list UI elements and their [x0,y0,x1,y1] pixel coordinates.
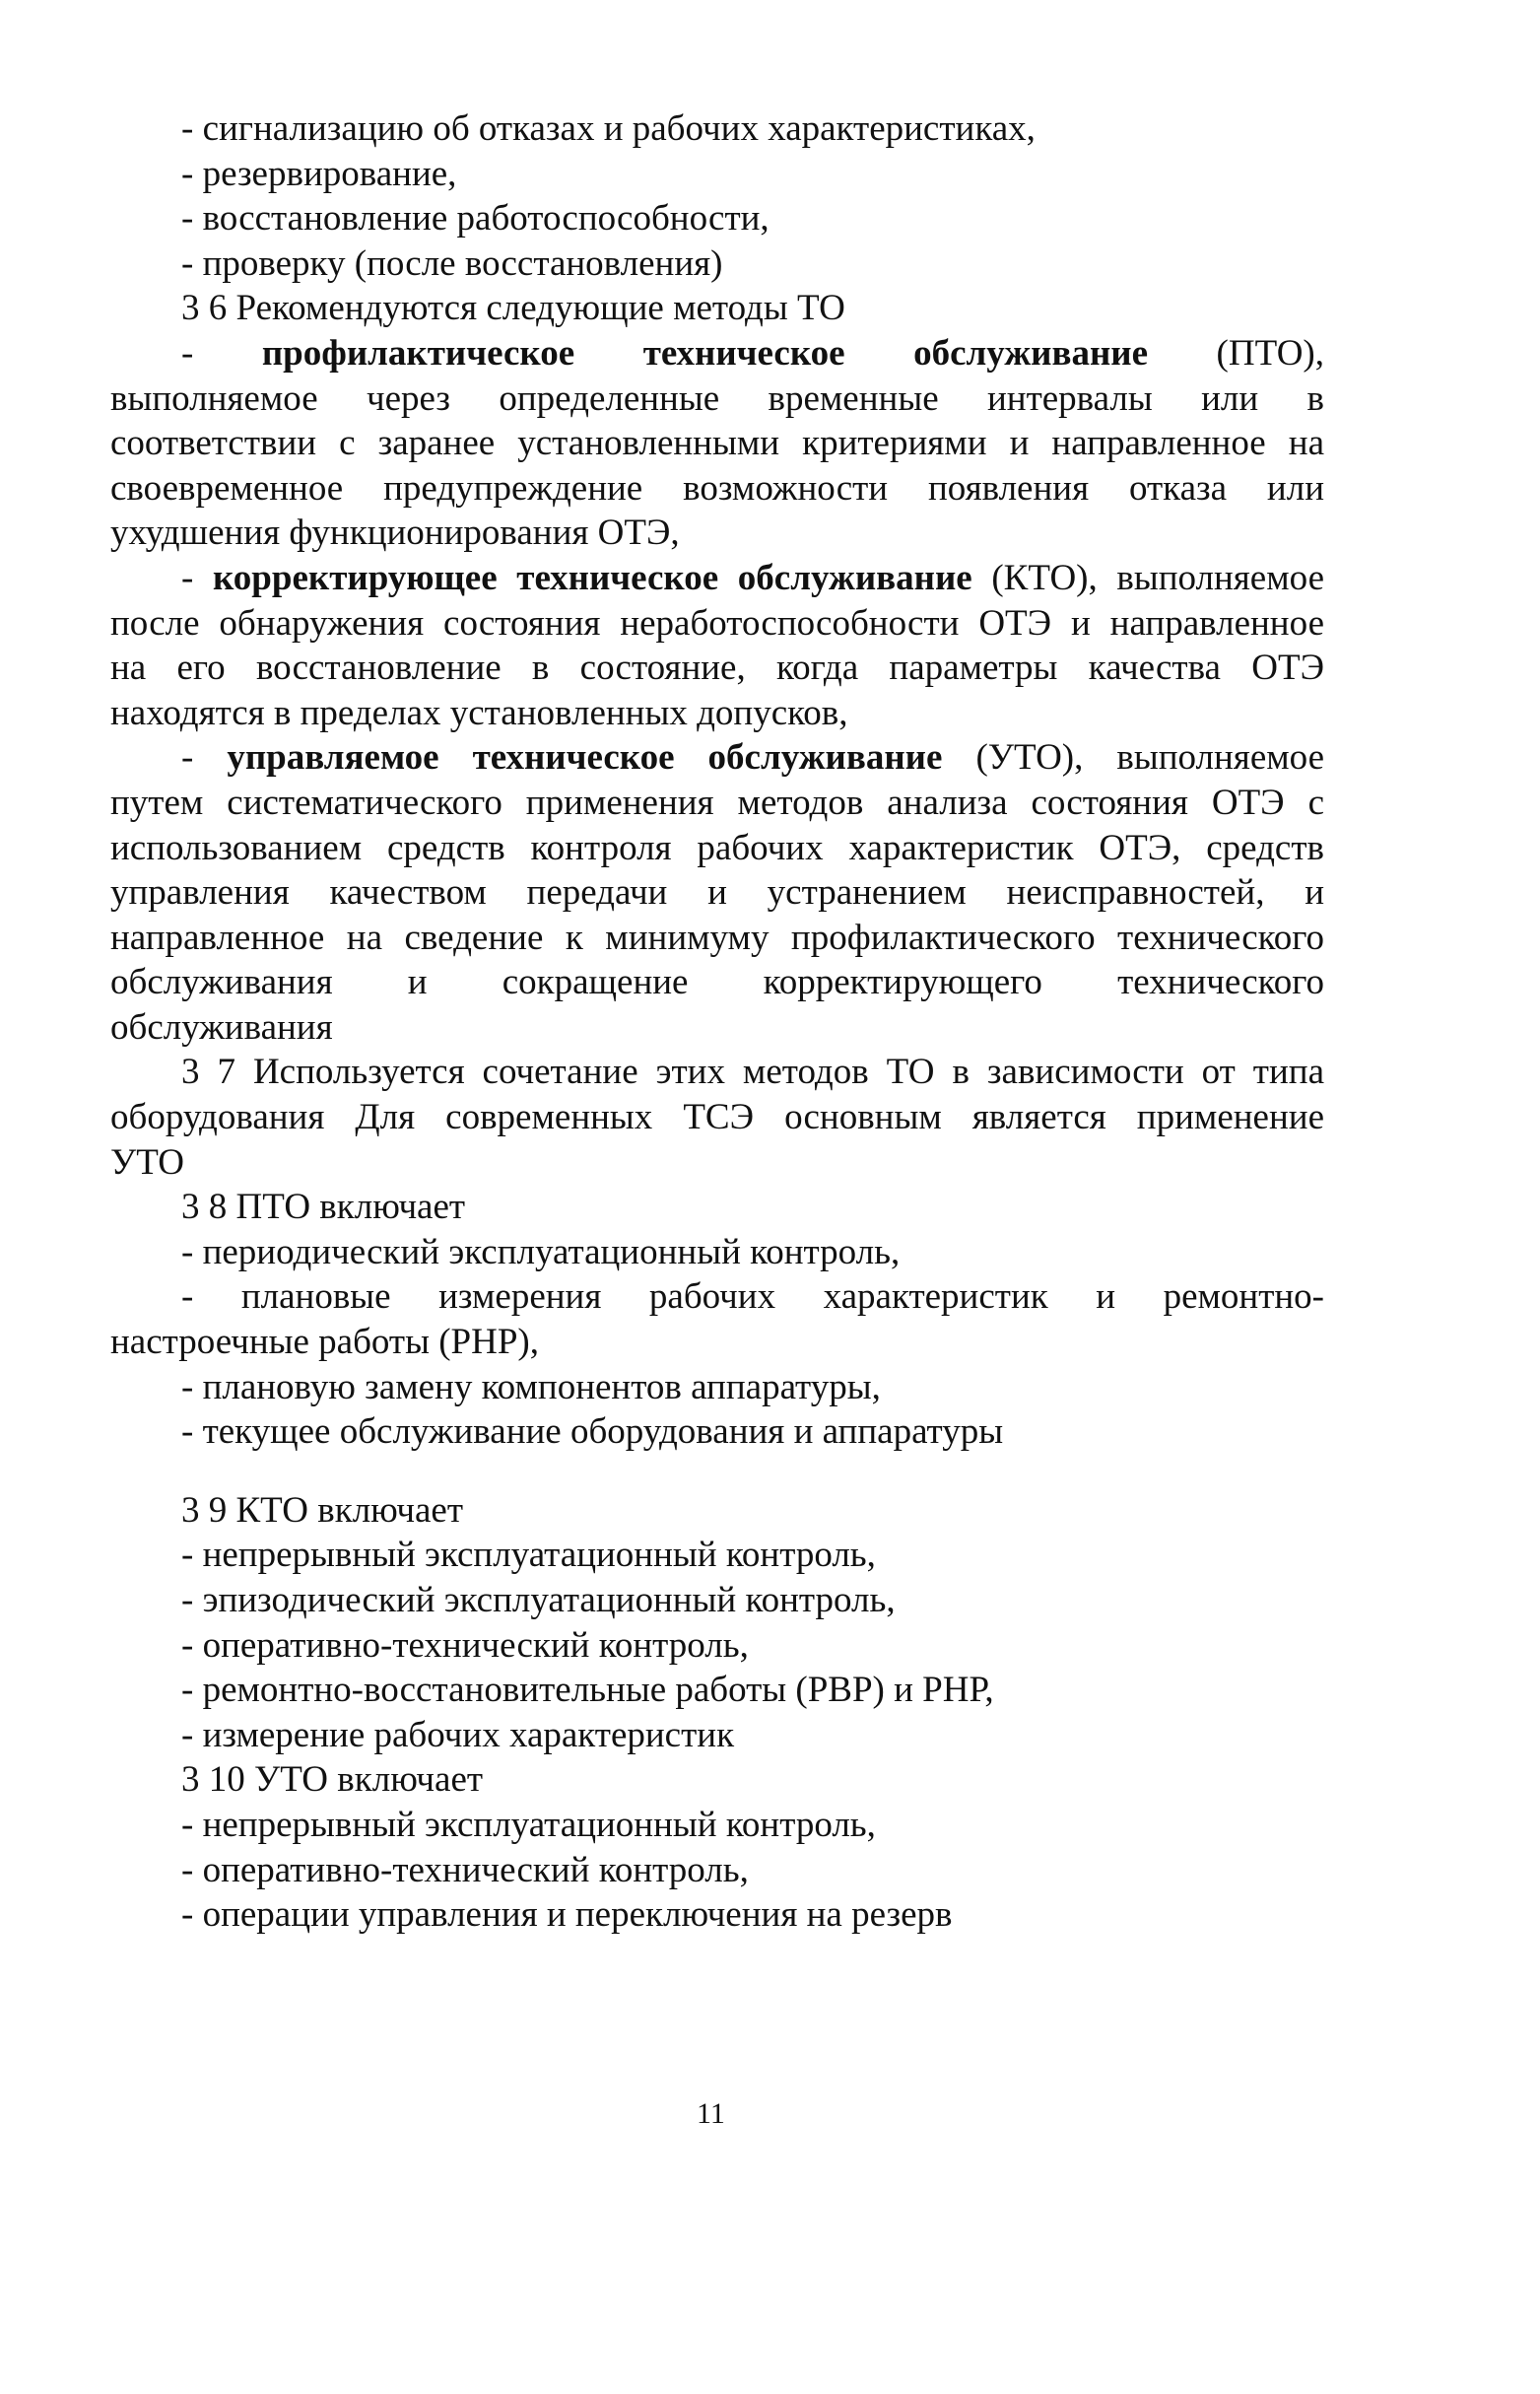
uto-line-1 [110,735,1324,781]
list-item: - восстановление работоспособности, [181,198,770,239]
kto-rest: (КТО), выполняемое [991,557,1324,598]
section-heading-3-8: 3 8 ПТО включает [181,1187,466,1228]
uto-line-2: путем систематического применения методов анализа состояния ОТЭ с [110,782,1324,823]
list-item-continuation: настроечные работы (РНР), [110,1322,539,1363]
list-item: - плановую замену компонентов аппаратуры, [181,1366,881,1407]
list-item: - текущее обслуживание оборудования и аппаратуры [181,1411,1004,1453]
list-item: - непрерывный эксплуатационный контроль, [181,1804,876,1845]
uto-dash: - [181,737,194,779]
kto-line-1 [110,556,1324,601]
kto-dash: - [181,557,194,598]
list-item: - оперативно-технический контроль, [181,1849,749,1890]
uto-line-4: управления качеством передачи и устранением неисправностей, и [110,872,1324,914]
uto-line-6: обслуживания и сокращение корректирующего технического [110,962,1324,1003]
pto-line-5: ухудшения функционирования ОТЭ, [110,513,680,554]
list-item: - ремонтно-восстановительные работы (РВР) и РНР, [181,1670,994,1711]
pto-line-3: соответствии с заранее установленными критериями и направленное на [110,423,1324,464]
uto-bold-term: управляемое техническое обслуживание [227,737,943,779]
list-item: - операции управления и переключения на резерв [181,1894,953,1936]
pto-dash: - [181,332,194,374]
kto-line-3: на его восстановление в состояние, когда параметры качества ОТЭ [110,648,1324,689]
spacer [110,1455,1324,1488]
document-page [110,106,1324,1938]
list-item: - резервирование, [181,153,457,194]
pto-bold-term: профилактическое техническое обслуживание [261,332,1149,374]
list-item: - проверку (после восстановления) [181,242,723,284]
section-heading-3-10: 3 10 УТО включает [181,1759,484,1801]
page-number: 11 [697,2097,725,2130]
list-item: - сигнализацию об отказах и рабочих характеристиках, [181,108,1036,149]
pto-line-4: своевременное предупреждение возможности появления отказа или [110,467,1324,509]
s37-line-1: 3 7 Используется сочетание этих методов ТО в зависимости от типа [181,1052,1324,1093]
list-item: - плановые измерения рабочих характеристик и ремонтно- [181,1276,1324,1318]
pto-abbr: (ПТО), [1216,332,1324,374]
uto-line-7: обслуживания [110,1006,333,1048]
kto-line-4: находятся в пределах установленных допусков, [110,692,848,733]
kto-line-2: после обнаружения состояния неработоспособности ОТЭ и направленное [110,602,1324,644]
s37-line-2: оборудования Для современных ТСЭ основным является применение [110,1097,1324,1138]
list-item: - оперативно-технический контроль, [181,1624,749,1666]
section-heading-3-9: 3 9 КТО включает [181,1489,464,1531]
uto-rest: (УТО), выполняемое [975,737,1324,779]
kto-bold-term: корректирующее техническое обслуживание [212,557,972,598]
list-item: - периодический эксплуатационный контроль, [181,1231,901,1272]
list-item: - эпизодический эксплуатационный контроль, [181,1580,896,1620]
pto-line-2: выполняемое через определенные временные интервалы или в [110,377,1324,419]
list-item: - непрерывный эксплуатационный контроль, [181,1535,876,1576]
s37-line-3: УТО [110,1141,185,1183]
pto-line-1 [110,331,1324,376]
uto-line-3: использованием средств контроля рабочих характеристик ОТЭ, средств [110,827,1324,868]
uto-line-5: направленное на сведение к минимуму профилактического технического [110,917,1324,958]
section-heading-3-6: 3 6 Рекомендуются следующие методы ТО [181,288,845,329]
list-item: - измерение рабочих характеристик [181,1714,735,1755]
